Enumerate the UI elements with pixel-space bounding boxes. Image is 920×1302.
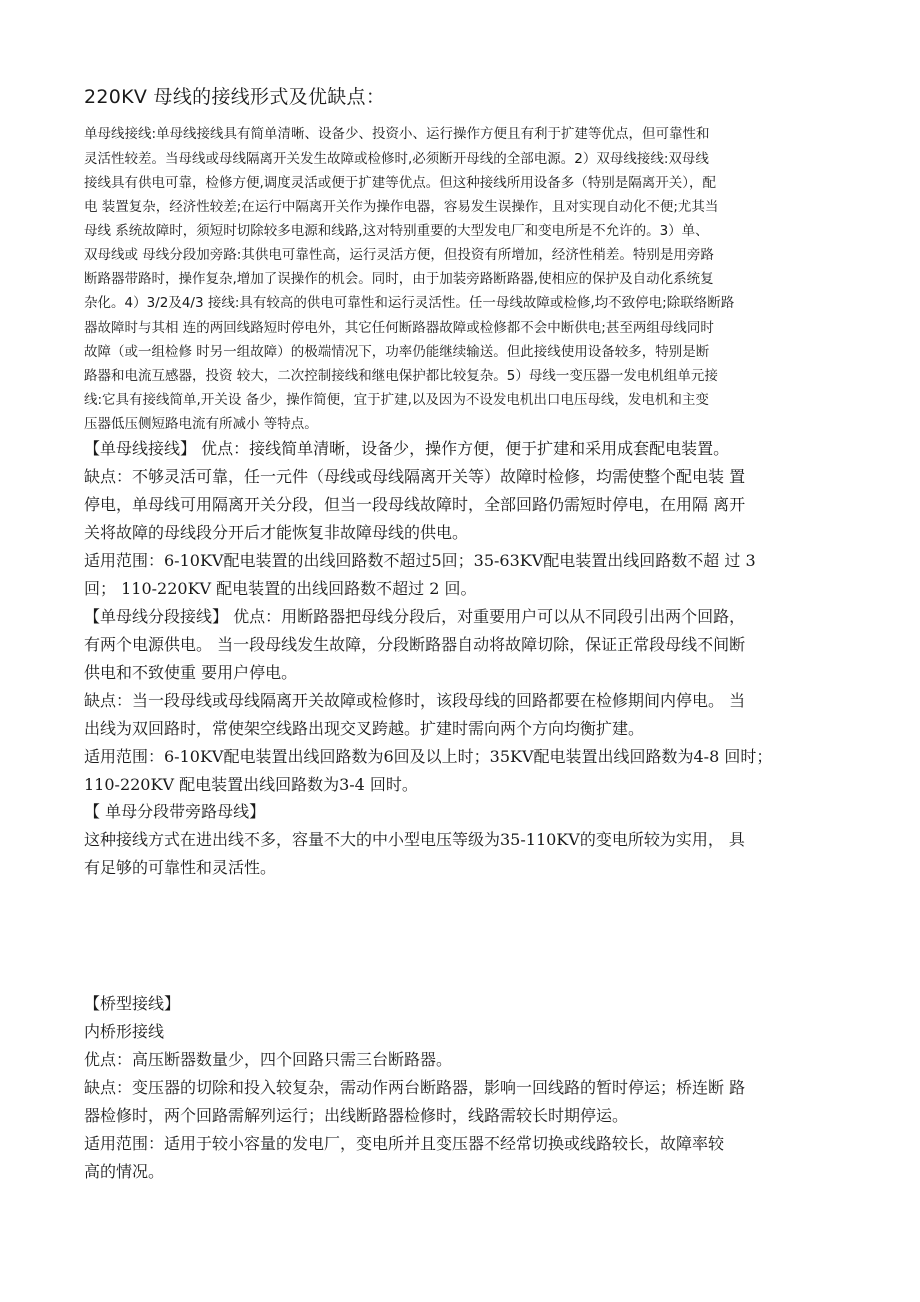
body-line: 缺点：当一段母线或母线隔离开关故障或检修时，该段母线的回路都要在检修期间内停电。 当	[84, 691, 746, 710]
body-line: 缺点：不够灵活可靠，任一元件（母线或母线隔离开关等）故障时检修，均需使整个配电装 置	[84, 467, 746, 486]
body-line: 适用范围：6-10KV配电装置的出线回路数不超过5回；35-63KV配电装置出线回路数不超 过 3	[84, 551, 756, 570]
section-heading-bypass-bus: 【 单母分段带旁路母线】	[84, 802, 266, 821]
body-line: 停电，单母线可用隔离开关分段，但当一段母线故障时，全部回路仍需短时停电，在用隔 离开	[84, 495, 746, 514]
intro-line: 路器和电流互感器，投资 较大，二次控制接线和继电保护都比较复杂。5）母线一变压器一发电机组单元接	[84, 368, 718, 384]
body-line: 高的情况。	[84, 1162, 165, 1181]
intro-line: 杂化。4）3/2及4/3 接线:具有较高的供电可靠性和运行灵活性。任一母线故障或检修,均不致停电;除联络断路	[84, 295, 735, 311]
body-line: 出线为双回路时，常使架空线路出现交叉跨越。扩建时需向两个方向均衡扩建。	[84, 719, 645, 738]
body-line: 有足够的可靠性和灵活性。	[84, 858, 277, 877]
page-title: 220KV 母线的接线形式及优缺点：	[84, 86, 386, 108]
section-heading-single-bus: 【单母线接线】 优点：接线简单清晰，设备少，操作方便，便于扩建和采用成套配电装置。	[84, 439, 730, 458]
intro-line: 接线具有供电可靠，检修方便,调度灵活或便于扩建等优点。但这种接线所用设备多（特别是隔离开关），配	[84, 175, 717, 191]
body-line: 110-220KV 配电装置出线回路数为3-4 回时。	[84, 775, 418, 794]
intro-line: 单母线接线:单母线接线具有简单清晰、设备少、投资小、运行操作方便且有利于扩建等优点，但可靠性和	[84, 126, 710, 142]
body-line: 供电和不致使重 要用户停电。	[84, 663, 298, 682]
body-line: 缺点：变压器的切除和投入较复杂，需动作两台断路器，影响一回线路的暂时停运；桥连断 路	[84, 1078, 746, 1097]
intro-line: 母线 系统故障时，须短时切除较多电源和线路,这对特别重要的大型发电厂和变电所是不允许的。3）单、	[84, 223, 709, 239]
body-line: 有两个电源供电。 当一段母线发生故障，分段断路器自动将故障切除，保证正常段母线不间断	[84, 635, 746, 654]
intro-line: 灵活性较差。当母线或母线隔离开关发生故障或检修时,必须断开母线的全部电源。2）双母线接线:双母线	[84, 151, 709, 167]
body-line: 器检修时，两个回路需解列运行；出线断路器检修时，线路需较长时期停运。	[84, 1106, 629, 1125]
body-line: 这种接线方式在进出线不多，容量不大的中小型电压等级为35-110KV的变电所较为实用， 具	[84, 830, 745, 849]
body-line: 优点：高压断器数量少，四个回路只需三台断路器。	[84, 1050, 453, 1069]
body-line: 回； 110-220KV 配电装置的出线回路数不超过 2 回。	[84, 579, 477, 598]
body-line: 适用范围：适用于较小容量的发电厂，变电所并且变压器不经常切换或线路较长，故障率较	[84, 1134, 725, 1153]
section-heading-bridge: 【桥型接线】	[84, 994, 181, 1013]
intro-line: 电 装置复杂，经济性较差;在运行中隔离开关作为操作电器，容易发生误操作，且对实现自动化不便;尤其当	[84, 199, 719, 215]
intro-line: 断路器带路时，操作复杂,增加了误操作的机会。同时，由于加装旁路断路器,使相应的保护及自动化系统复	[84, 271, 714, 287]
intro-line: 双母线或 母线分段加旁路:其供电可靠性高，运行灵活方便，但投资有所增加，经济性稍差。特别是用旁路	[84, 247, 714, 263]
section-heading-sectioned-bus: 【单母线分段接线】 优点：用断路器把母线分段后，对重要用户可以从不同段引出两个回路，	[84, 607, 746, 626]
subheading-inner-bridge: 内桥形接线	[84, 1022, 165, 1041]
intro-line: 器故障时与其相 连的两回线路短时停电外，其它任何断路器故障或检修都不会中断供电;甚至两组母线同时	[84, 320, 714, 336]
body-line: 适用范围：6-10KV配电装置出线回路数为6回及以上时；35KV配电装置出线回路数为4-8 回时；	[84, 747, 773, 766]
intro-line: 线:它具有接线简单,开关设 备少，操作简便，宜于扩建,以及因为不设发电机出口电压母线，发电机和主变	[84, 392, 709, 408]
body-line: 关将故障的母线段分开后才能恢复非故障母线的供电。	[84, 523, 469, 542]
intro-line: 压器低压侧短路电流有所减小 等特点。	[84, 416, 318, 432]
intro-line: 故障（或一组检修 时另一组故障）的极端情况下，功率仍能继续输送。但此接线使用设备较多，特别是断	[84, 344, 710, 360]
